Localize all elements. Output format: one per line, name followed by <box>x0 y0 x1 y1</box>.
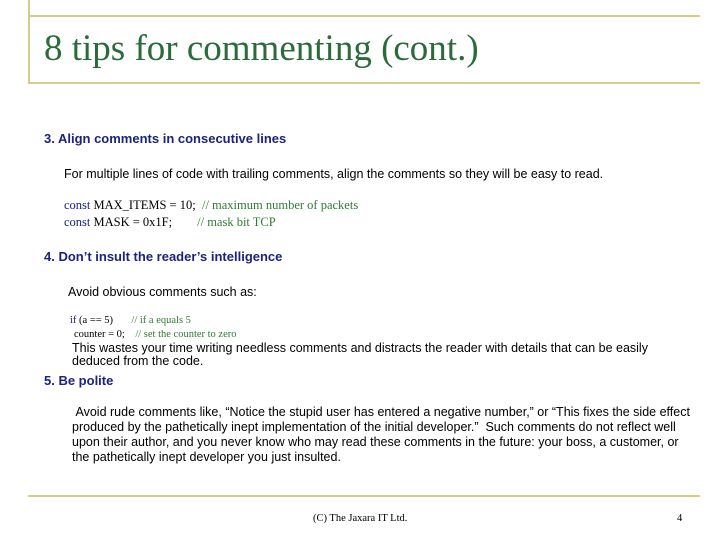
tip3-text: For multiple lines of code with trailing comments, align the comments so they will be easy to read. <box>64 167 604 181</box>
code-keyword: if <box>70 315 77 326</box>
tip4-heading: 4. Don’t insult the reader’s intelligence <box>44 249 283 264</box>
footer-copyright: (C) The Jaxara IT Ltd. <box>313 513 408 524</box>
tip4-code-line-2 <box>74 328 237 342</box>
title-underline-rule <box>28 82 700 84</box>
code-comment: // mask bit TCP <box>197 215 276 229</box>
decorative-vertical-rule <box>28 0 30 84</box>
tip5-heading: 5. Be polite <box>44 373 114 388</box>
tip4-intro: Avoid obvious comments such as: <box>68 285 257 299</box>
slide-title: 8 tips for commenting (cont.) <box>44 28 479 69</box>
decorative-top-rule <box>28 15 700 17</box>
code-comment: // if a equals 5 <box>131 315 191 326</box>
code-comment: // maximum number of packets <box>201 198 359 212</box>
code-text: MASK = 0x1F; <box>90 215 198 229</box>
code-comment: // set the counter to zero <box>135 329 237 340</box>
code-keyword: const <box>64 198 91 212</box>
code-text: counter = 0; <box>74 329 136 340</box>
code-text: MAX_ITEMS = 10; <box>90 198 202 212</box>
code-keyword: const <box>64 215 91 229</box>
tip3-code-line-1 <box>64 197 358 214</box>
tip4-text: This wastes your time writing needless comments and distracts the reader with details that can be easily deduced from the code. <box>72 341 648 368</box>
code-text: (a == 5) <box>76 315 132 326</box>
tip3-code-line-2 <box>64 214 276 231</box>
tip5-text: Avoid rude comments like, “Notice the stupid user has entered a negative number,” or “This fixes the side effect produced by the pathetically inept implementation of the initial developer.” Such comments do not reflect well upon their author, and you never know who may read these comments in the future: your boss, a customer, or the pathetically inept developer you just insulted. <box>72 405 694 464</box>
tip4-code-line-1 <box>70 314 191 328</box>
footer-rule <box>28 495 700 497</box>
page-number: 4 <box>677 513 683 524</box>
tip3-heading: 3. Align comments in consecutive lines <box>44 131 287 146</box>
